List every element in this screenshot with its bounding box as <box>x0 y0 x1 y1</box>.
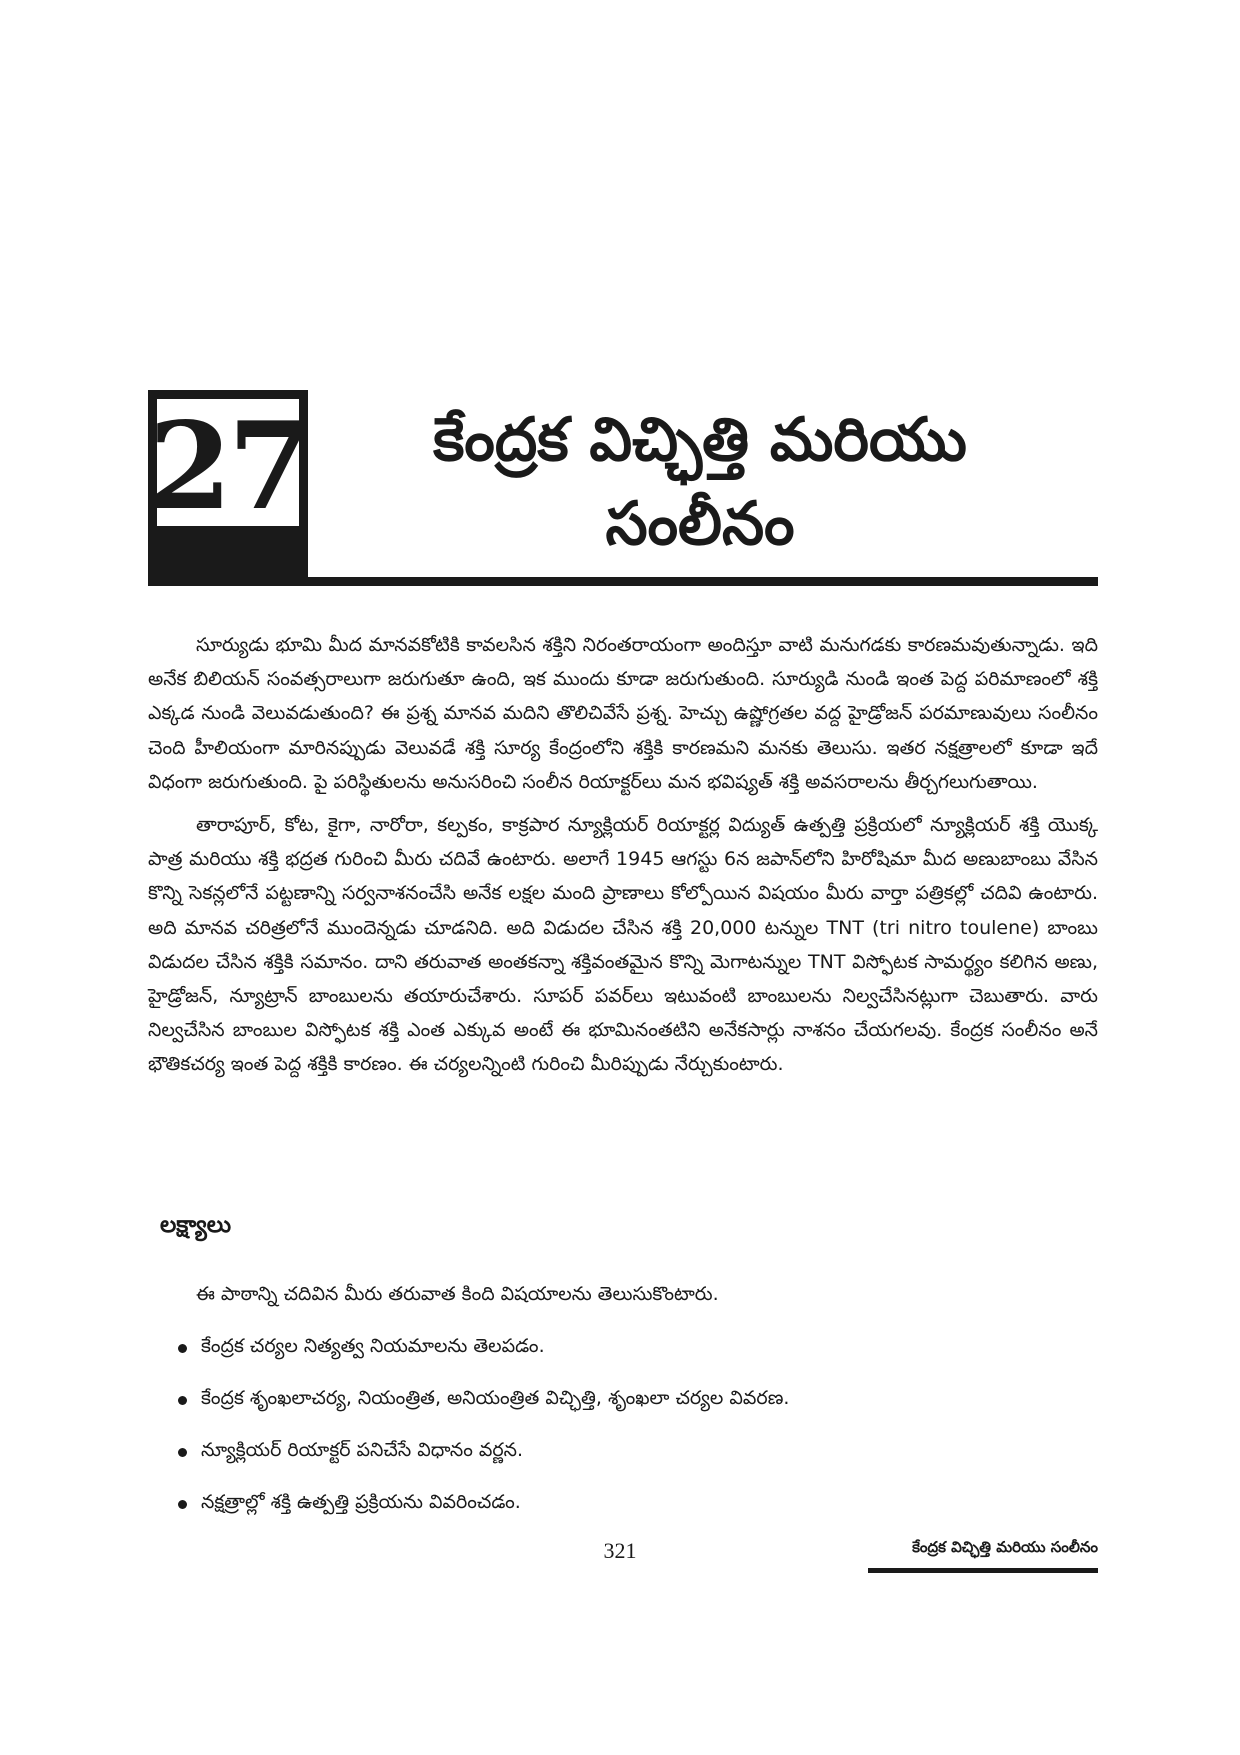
chapter-number-frame <box>148 395 308 537</box>
objective-text: న్యూక్లియర్ రియాక్టర్ పనిచేసే విధానం వర్ణన. <box>201 1438 524 1461</box>
page-number: 321 <box>603 1538 637 1563</box>
objective-item <box>178 1387 1078 1413</box>
chapter-title-line-2: సంలీనం <box>605 489 795 559</box>
body-paragraph: తారాపూర్, కోట, కైగా, నారోరా, కల్పకం, కాక్రపార న్యూక్లియర్ రియాక్టర్ల విద్యుత్ ఉత్పత్తి ప్రక్రియలో న్యూక్లియర్ శక్తి యొక్క పాత్ర మరియు శక్తి భద్రత గురించి మీరు చదివే ఉంటారు. అలాగే 1945 ఆగస్టు 6న జపాన్‌లోని హిరోషిమా మీద అణుబాంబు వేసిన కొన్ని సెకన్లలోనే పట్టణాన్ని సర్వనాశనంచేసి అనేక లక్షల మంది ప్రాణాలు కోల్పోయిన విషయం మీరు వార్తా పత్రికల్లో చదివి ఉంటారు. అది మానవ చరిత్రలోనే ముందెన్నడు చూడనిది. అది విడుదల చేసిన శక్తి 20,000 టన్నుల TNT (tri nitro toulene) బాంబు విడుదల చేసిన శక్తికి సమానం. దాని తరువాత అంతకన్నా శక్తివంతమైన కొన్ని మెగాటన్నుల TNT విస్ఫోటక సామర్థ్యం కలిగిన అణు, హైడ్రోజన్, న్యూట్రాన్ బాంబులను తయారుచేశారు. సూపర్ పవర్‌లు ఇటువంటి బాంబులను నిల్వచేసినట్లుగా చెబుతారు. వారు నిల్వచేసిన బాంబుల విస్ఫోటక శక్తి ఎంత ఎక్కువ అంటే ఈ భూమినంతటిని అనేకసార్లు నాశనం చేయగలవు. కేంద్రక సంలీనం అనే భౌతికచర్య ఇంత పెద్ద శక్తికి కారణం. ఈ చర్యలన్నింటి గురించి మీరిప్పుడు నేర్చుకుంటారు. <box>148 814 1098 1076</box>
chapter-number: 27 <box>148 395 308 537</box>
objective-item <box>178 1491 1078 1517</box>
chapter-title <box>320 398 1080 566</box>
objective-item <box>178 1439 1078 1465</box>
body-paragraph: సూర్యుడు భూమి మీద మానవకోటికి కావలసిన శక్తిని నిరంతరాయంగా అందిస్తూ వాటి మనుగడకు కారణమవుతున్నాడు. ఇది అనేక బిలియన్ సంవత్సరాలుగా జరుగుతూ ఉంది, ఇక ముందు కూడా జరుగుతుంది. సూర్యుడి నుండి ఇంత పెద్ద పరిమాణంలో శక్తి ఎక్కడ నుండి వెలువడుతుంది? ఈ ప్రశ్న మానవ మదిని తొలిచివేసే ప్రశ్న. హెచ్చు ఉష్ణోగ్రతల వద్ద హైడ్రోజన్ పరమాణువులు సంలీనం చెంది హీలియంగా మారినప్పుడు వెలువడే శక్తి సూర్య కేంద్రంలోని శక్తికి కారణమని మనకు తెలుసు. ఇతర నక్షత్రాలలో కూడా ఇదే విధంగా జరుగుతుంది. పై పరిస్థితులను అనుసరించి సంలీన రియాక్టర్‌లు మన భవిష్యత్ శక్తి అవసరాలను తీర్చగలుగుతాయి. <box>148 634 1098 793</box>
running-title: కేంద్రక విచ్ఛిత్తి మరియు సంలీనం <box>912 1538 1098 1556</box>
bullet-icon <box>178 1396 187 1405</box>
objectives-heading: లక్ష్యాలు <box>160 1212 232 1238</box>
bullet-icon <box>178 1500 187 1509</box>
chapter-title-line-1: కేంద్రక విచ్ఛిత్తి మరియు <box>433 405 967 475</box>
chapter-number-box <box>148 390 308 586</box>
objectives-intro: ఈ పాఠాన్ని చదివిన మీరు తరువాత కింది విషయాలను తెలుసుకొంటారు. <box>196 1283 719 1305</box>
objective-text: కేంద్రక శృంఖలాచర్య, నియంత్రిత, అనియంత్రిత విచ్ఛిత్తి, శృంఖలా చర్యల వివరణ. <box>201 1386 790 1409</box>
bullet-icon <box>178 1344 187 1353</box>
objective-text: కేంద్రక చర్యల నిత్యత్వ నియమాలను తెలపడం. <box>201 1334 545 1357</box>
objectives-list <box>178 1335 1078 1543</box>
objective-item <box>178 1335 1078 1361</box>
footer-rule <box>868 1568 1098 1573</box>
objective-text: నక్షత్రాల్లో శక్తి ఉత్పత్తి ప్రక్రియను వివరించడం. <box>201 1490 521 1513</box>
title-underline-rule <box>308 577 1098 586</box>
chapter-body <box>148 628 1098 1091</box>
bullet-icon <box>178 1448 187 1457</box>
